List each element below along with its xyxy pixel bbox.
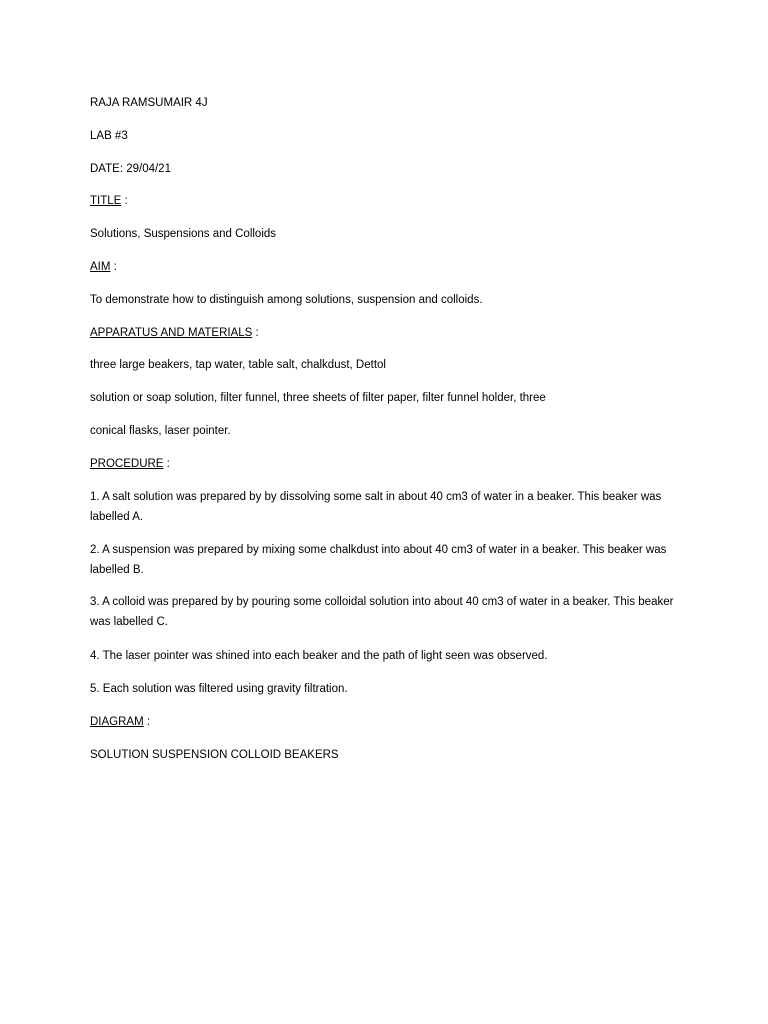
title-text: Solutions, Suspensions and Colloids	[90, 228, 277, 240]
aim-colon: :	[110, 261, 117, 273]
title-heading-row	[90, 194, 680, 208]
lab-number: LAB #3	[90, 130, 128, 142]
aim-heading: AIM	[90, 261, 111, 273]
title-heading: TITLE	[90, 195, 122, 207]
aim-heading-row	[90, 260, 680, 274]
procedure-step: 3. A colloid was prepared by by pouring some colloidal solution into about 40 cm3 of water in a beaker. This beaker was labelled C.	[90, 596, 674, 628]
student-name: RAJA RAMSUMAIR 4J	[90, 97, 208, 109]
procedure-step: 1. A salt solution was prepared by by dissolving some salt in about 40 cm3 of water in a beaker. This beaker was labelled A.	[90, 491, 662, 523]
procedure-step: 4. The laser pointer was shined into each beaker and the path of light seen was observed.	[90, 650, 548, 662]
procedure-colon: :	[163, 458, 170, 470]
diagram-heading-row	[90, 715, 680, 729]
procedure-heading: PROCEDURE	[90, 458, 164, 470]
procedure-step: 5. Each solution was filtered using gravity filtration.	[90, 683, 348, 695]
diagram-text: SOLUTION SUSPENSION COLLOID BEAKERS	[90, 749, 339, 761]
apparatus-heading-row	[90, 326, 680, 340]
diagram-heading: DIAGRAM	[90, 716, 144, 728]
apparatus-colon: :	[252, 327, 259, 339]
procedure-step: 2. A suspension was prepared by mixing some chalkdust into about 40 cm3 of water in a beaker. This beaker was labelled B.	[90, 544, 667, 576]
apparatus-line: solution or soap solution, filter funnel, three sheets of filter paper, filter funnel holder, three	[90, 392, 546, 404]
apparatus-line: three large beakers, tap water, table salt, chalkdust, Dettol	[90, 359, 386, 371]
aim-text: To demonstrate how to distinguish among solutions, suspension and colloids.	[90, 294, 483, 306]
procedure-heading-row	[90, 457, 680, 471]
diagram-colon: :	[143, 716, 151, 728]
title-colon: :	[121, 195, 128, 207]
lab-date: DATE: 29/04/21	[90, 163, 171, 175]
apparatus-heading: APPARATUS AND MATERIALS	[90, 327, 253, 339]
apparatus-line: conical flasks, laser pointer.	[90, 425, 231, 437]
